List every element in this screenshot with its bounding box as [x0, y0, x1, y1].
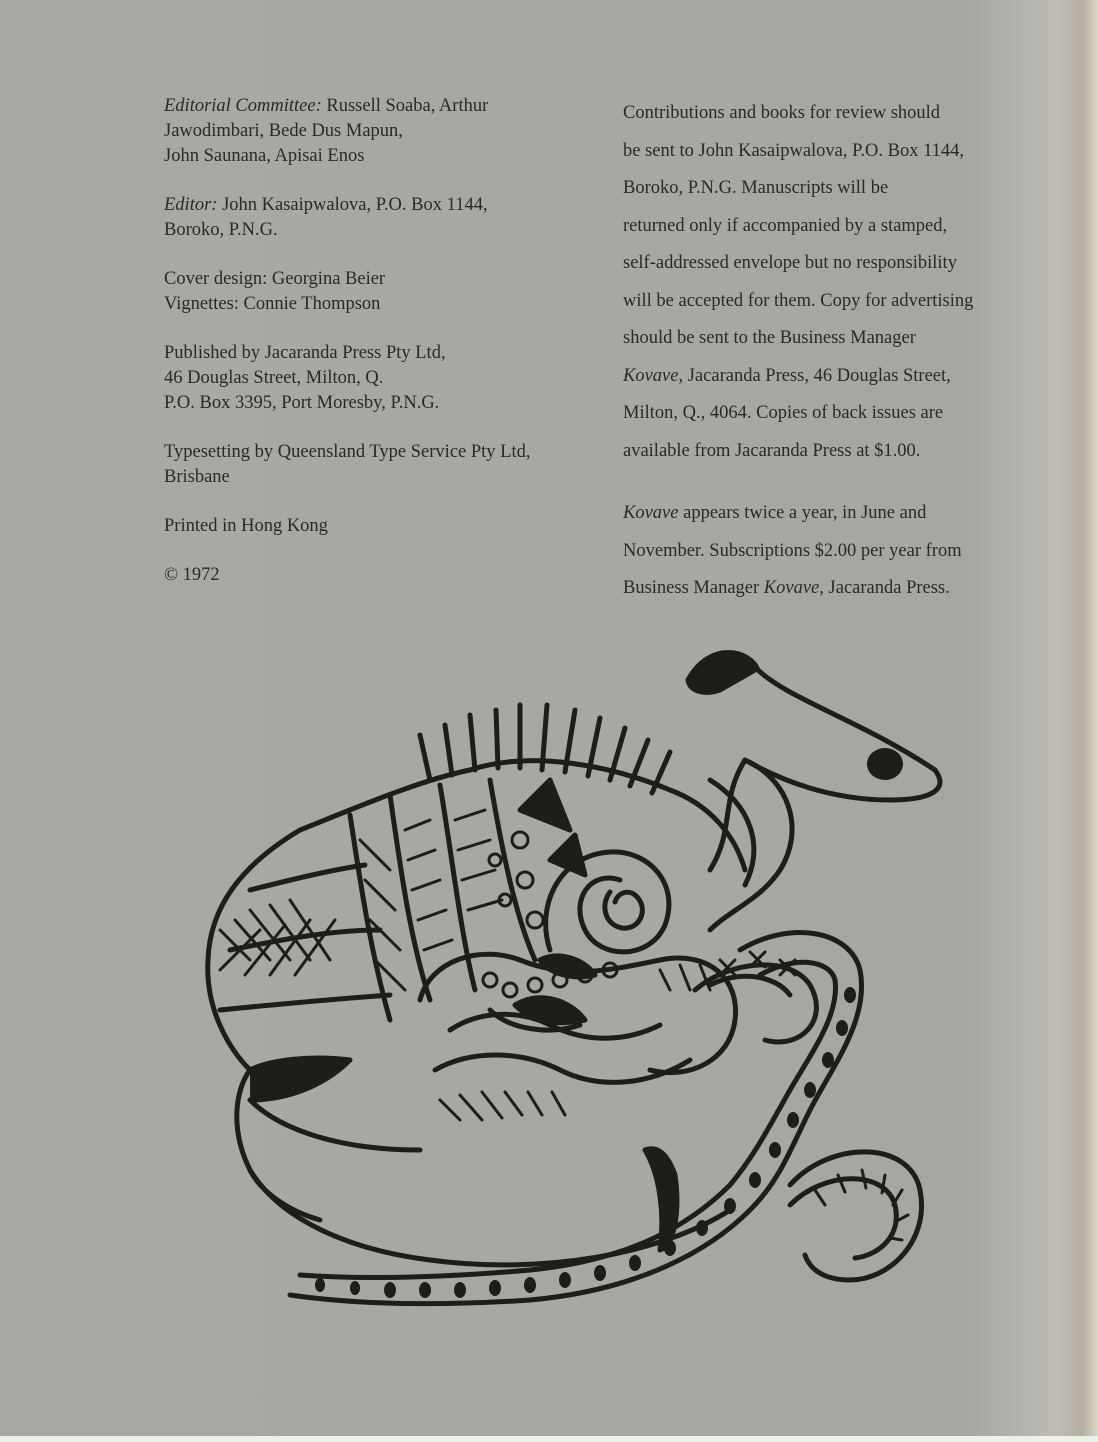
page-spine-shadow	[1058, 0, 1098, 1442]
typesetting-line: Typesetting by Queensland Type Service Pty Ltd,	[164, 442, 531, 462]
publisher-line: P.O. Box 3395, Port Moresby, P.N.G.	[164, 393, 440, 413]
typesetting-block	[164, 440, 594, 490]
publisher-line: Published by Jacaranda Press Pty Ltd,	[164, 343, 446, 363]
schedule-line: appears twice a year, in June and	[678, 503, 927, 523]
printed-block	[164, 514, 594, 539]
editor-address-line: Boroko, P.N.G.	[164, 220, 278, 240]
contributions-line: should be sent to the Business Manager	[623, 328, 916, 348]
printed-location: Printed in Hong Kong	[164, 516, 328, 536]
editor-label: Editor:	[164, 195, 218, 215]
schedule-line: , Jacaranda Press.	[819, 578, 950, 598]
contributions-line: , Jacaranda Press, 46 Douglas Street,	[678, 365, 951, 386]
contributions-line: self-addressed envelope but no responsibility	[623, 253, 957, 273]
schedule-paragraph	[623, 495, 1053, 608]
submissions-column	[623, 95, 1053, 633]
schedule-line: November. Subscriptions $2.00 per year from	[623, 540, 962, 561]
crocodile-vignette-icon	[190, 630, 960, 1350]
typesetting-line: Brisbane	[164, 467, 230, 487]
contributions-line: Milton, Q., 4064. Copies of back issues are	[623, 403, 944, 423]
kovave-title: Kovave	[763, 578, 820, 598]
kovave-title: Kovave	[623, 365, 679, 386]
editorial-committee-line: Jawodimbari, Bede Dus Mapun,	[164, 121, 403, 141]
copyright-notice: © 1972	[164, 565, 220, 585]
contributions-paragraph	[623, 95, 1053, 470]
vignettes-credit: Vignettes: Connie Thompson	[164, 294, 381, 314]
editorial-committee-label: Editorial Committee:	[164, 96, 322, 116]
editor-address: John Kasaipwalova, P.O. Box 1144,	[217, 195, 488, 215]
contributions-line: returned only if accompanied by a stamped,	[623, 215, 948, 236]
editorial-committee-block	[164, 94, 594, 169]
kovave-title: Kovave	[623, 503, 679, 523]
cover-design-credit: Cover design: Georgina Beier	[164, 269, 386, 289]
editor-block	[164, 193, 594, 243]
page-bottom-edge	[0, 1436, 1098, 1442]
masthead-column	[164, 94, 594, 612]
contributions-line: will be accepted for them. Copy for advertising	[623, 290, 974, 311]
publisher-block	[164, 341, 594, 416]
copyright-block	[164, 563, 594, 588]
editorial-committee-names: Russell Soaba, Arthur	[321, 96, 489, 116]
schedule-line: Business Manager	[623, 578, 764, 598]
contributions-line: Boroko, P.N.G. Manuscripts will be	[623, 178, 889, 198]
contributions-line: Contributions and books for review should	[623, 103, 941, 123]
contributions-line: be sent to John Kasaipwalova, P.O. Box 1144,	[623, 140, 965, 161]
publisher-line: 46 Douglas Street, Milton, Q.	[164, 368, 384, 388]
contributions-line: available from Jacaranda Press at $1.00.	[623, 440, 921, 461]
editorial-committee-line: John Saunana, Apisai Enos	[164, 146, 365, 166]
credits-block	[164, 267, 594, 317]
